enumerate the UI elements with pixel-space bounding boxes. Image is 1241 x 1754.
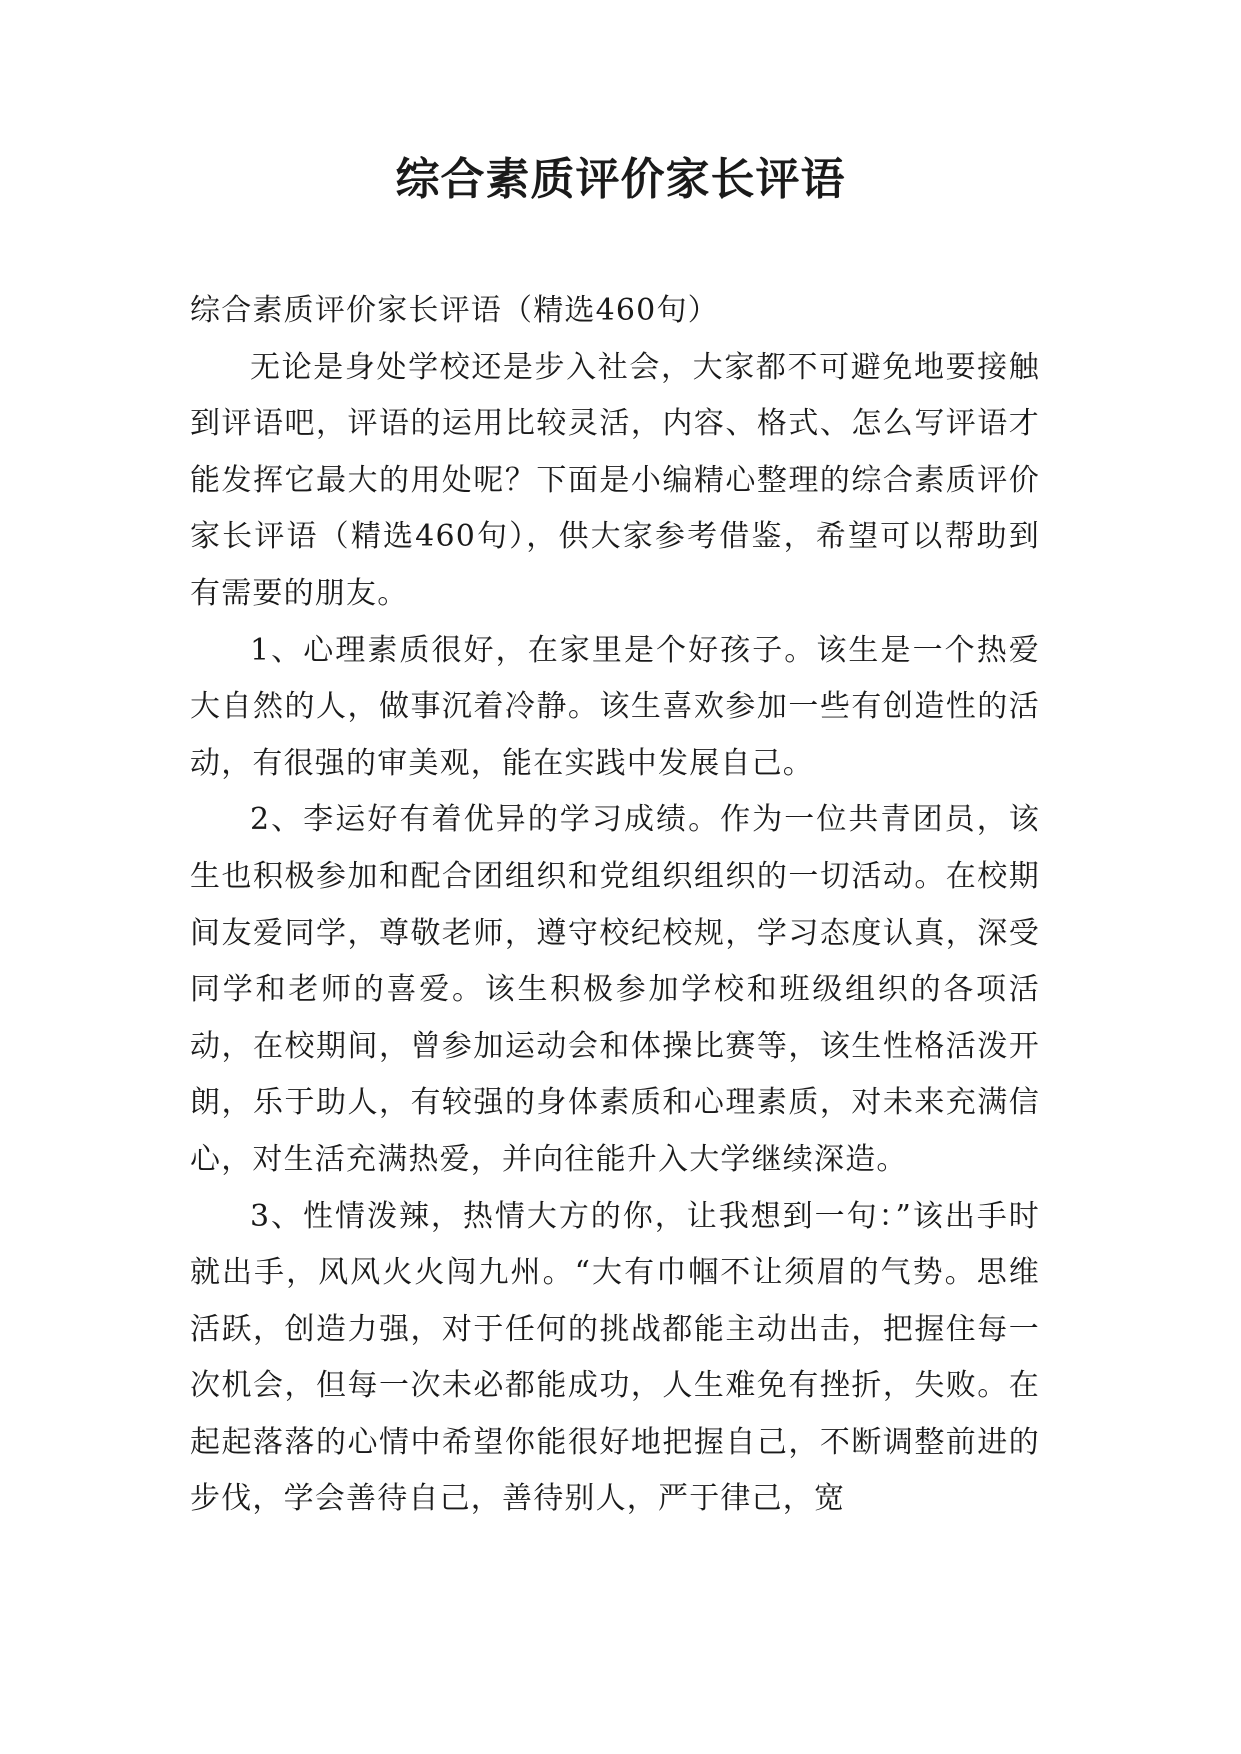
paragraph-comment-3: 3、性情泼辣，热情大方的你，让我想到一句：”该出手时就出手，风风火火闯九州。“大有巾帼不让须眉的气势。思维活跃，创造力强，对于任何的挑战都能主动出击，把握住每一次机会，但每一次未必都能成功，人生难免有挫折，失败。在起起落落的心情中希望你能很好地把握自己，不断调整前进的步伐，学会善待自己，善待别人，严于律己，宽 xyxy=(190,1198,1040,1517)
paragraph-subtitle: 综合素质评价家长评语（精选460句） xyxy=(190,293,719,328)
paragraph-comment-2: 2、李运好有着优异的学习成绩。作为一位共青团员，该生也积极参加和配合团组织和党组织组织的一切活动。在校期间友爱同学，尊敬老师，遵守校纪校规，学习态度认真，深受同学和老师的喜爱。该生积极参加学校和班级组织的各项活动，在校期间，曾参加运动会和体操比赛等，该生性格活泼开朗，乐于助人，有较强的身体素质和心理素质，对未来充满信心，对生活充满热爱，并向往能升入大学继续深造。 xyxy=(190,802,1040,1177)
document-body xyxy=(190,283,1040,1528)
paragraph-intro: 无论是身处学校还是步入社会，大家都不可避免地要接触到评语吧，评语的运用比较灵活，内容、格式、怎么写评语才能发挥它最大的用处呢？下面是小编精心整理的综合素质评价家长评语（精选460句），供大家参考借鉴，希望可以帮助到有需要的朋友。 xyxy=(190,349,1040,611)
paragraph-comment-1: 1、心理素质很好，在家里是个好孩子。该生是一个热爱大自然的人，做事沉着冷静。该生喜欢参加一些有创造性的活动，有很强的审美观，能在实践中发展自己。 xyxy=(190,632,1040,781)
document-title: 综合素质评价家长评语 xyxy=(395,154,846,205)
